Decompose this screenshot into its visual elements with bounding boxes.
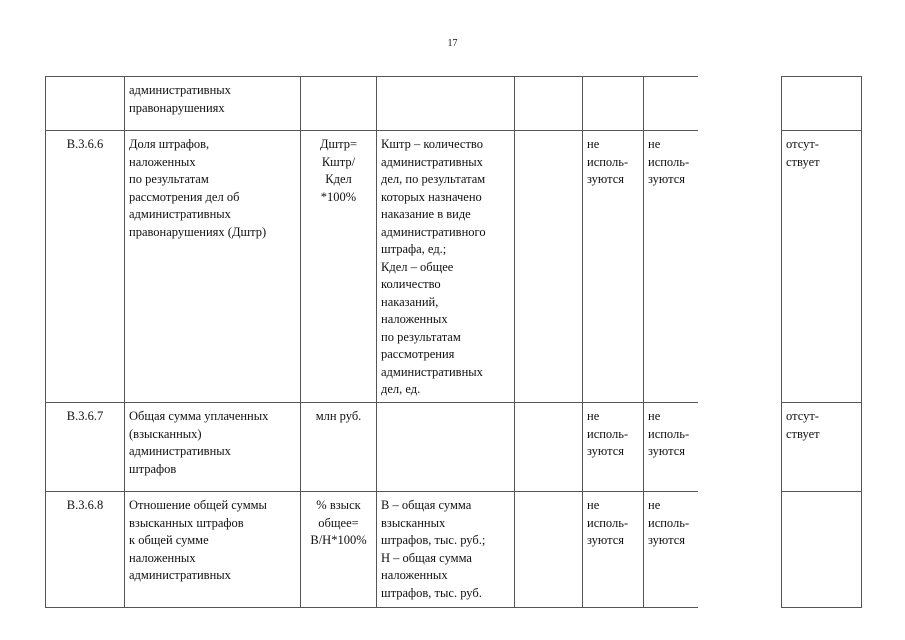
unit-cell: % взыск общее= В/Н*100% <box>301 492 377 608</box>
col6-cell: не исполь- зуются <box>583 403 644 492</box>
method-cell: В – общая сумма взысканных штрафов, тыс. руб.; Н – общая сумма наложенных штрафов, тыс. руб. <box>377 492 515 608</box>
method-cell: Кштр – количество административных дел, по результатам которых назначено наказание в виде административного штрафа, ед.; Кдел – общее количество наказаний, наложенных по результатам рассмотрения административных дел, ед. <box>377 131 515 403</box>
side-cell <box>782 77 862 131</box>
method-cell <box>377 403 515 492</box>
col5-cell <box>515 492 583 608</box>
side-cell <box>782 492 862 608</box>
table-row <box>46 403 698 492</box>
code-cell: В.3.6.8 <box>46 492 125 608</box>
code-cell: В.3.6.6 <box>46 131 125 403</box>
method-cell <box>377 77 515 131</box>
table-row <box>46 77 698 131</box>
col6-cell <box>583 77 644 131</box>
table-row <box>782 403 862 492</box>
unit-cell <box>301 77 377 131</box>
name-cell: Доля штрафов, наложенных по результатам рассмотрения дел об административных правонарушениях (Дштр) <box>125 131 301 403</box>
col5-cell <box>515 131 583 403</box>
table-row <box>782 131 862 403</box>
col6-cell: не исполь- зуются <box>583 131 644 403</box>
col6-cell: не исполь- зуются <box>583 492 644 608</box>
code-cell: В.3.6.7 <box>46 403 125 492</box>
col7-cell: не исполь- зуются <box>644 131 698 403</box>
col5-cell <box>515 403 583 492</box>
table-row <box>782 77 862 131</box>
side-cell: отсут- ствует <box>782 131 862 403</box>
col5-cell <box>515 77 583 131</box>
table-row <box>46 492 698 608</box>
table-row <box>782 492 862 608</box>
name-cell: административных правонарушениях <box>125 77 301 131</box>
side-cell: отсут- ствует <box>782 403 862 492</box>
col7-cell: не исполь- зуются <box>644 492 698 608</box>
name-cell: Общая сумма уплаченных (взысканных) административных штрафов <box>125 403 301 492</box>
page-number: 17 <box>447 38 458 49</box>
table-row <box>46 131 698 403</box>
side-column-table <box>781 76 862 608</box>
name-cell: Отношение общей суммы взысканных штрафов к общей сумме наложенных административных <box>125 492 301 608</box>
unit-cell: Дштр= Кштр/ Кдел *100% <box>301 131 377 403</box>
code-cell <box>46 77 125 131</box>
unit-cell: млн руб. <box>301 403 377 492</box>
col7-cell: не исполь- зуются <box>644 403 698 492</box>
col7-cell <box>644 77 698 131</box>
indicators-table <box>45 76 698 608</box>
